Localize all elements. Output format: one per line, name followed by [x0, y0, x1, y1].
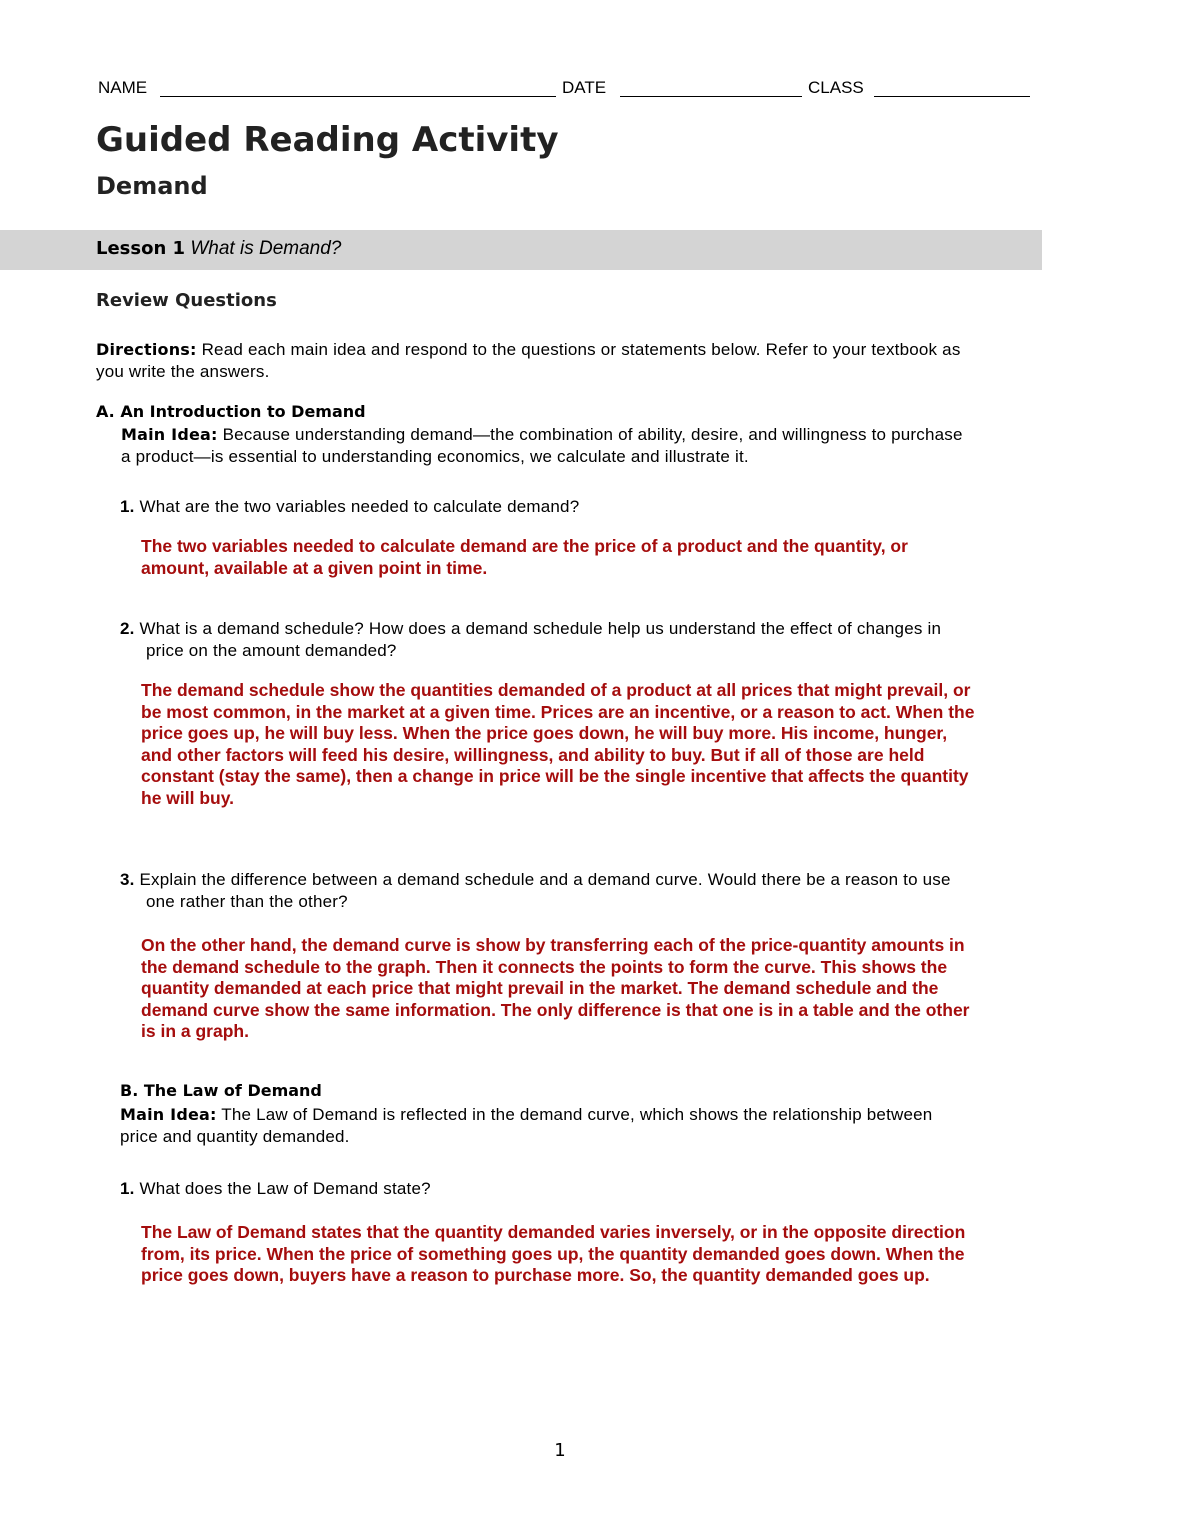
main-idea-line-2: a product—is essential to understanding economics, we calculate and illustrate it.	[121, 447, 749, 466]
name-label: NAME	[98, 78, 148, 97]
answer-line: constant (stay the same), then a change in price will be the single incentive that affects the quantity	[141, 766, 969, 786]
answer-line: and other factors will feed his desire, willingness, and ability to buy. But if all of those are held	[141, 744, 925, 765]
question-number: 1.	[120, 1179, 135, 1198]
question-b1	[120, 1178, 431, 1200]
lesson-name: What is Demand?	[190, 238, 342, 259]
answer-line: amount, available at a given point in time.	[141, 557, 488, 578]
question-text: price on the amount demanded?	[146, 641, 397, 660]
class-label: CLASS	[808, 78, 864, 97]
section-b-heading: B. The Law of Demand	[120, 1081, 322, 1100]
directions-label: Directions:	[96, 340, 197, 359]
question-a2	[120, 618, 1040, 662]
name-field[interactable]	[160, 96, 556, 97]
answer-line: demand curve show the same information. The only difference is that one is in a table and the other	[141, 999, 970, 1020]
lesson-heading	[96, 238, 341, 260]
page-number: 1	[554, 1440, 566, 1461]
answer-line: The two variables needed to calculate demand are the price of a product and the quantity, or	[141, 536, 908, 556]
student-info-line	[98, 78, 1030, 100]
section-a-main-idea	[121, 424, 1041, 468]
page-subtitle: Demand	[96, 172, 208, 200]
main-idea-line-1: The Law of Demand is reflected in the demand curve, which shows the relationship between	[221, 1105, 933, 1124]
question-a1	[120, 496, 579, 518]
answer-line: price goes down, buyers have a reason to purchase more. So, the quantity demanded goes up.	[141, 1265, 930, 1285]
question-a3	[120, 869, 1040, 913]
directions-line-1: Read each main idea and respond to the questions or statements below. Refer to your textbook as	[201, 340, 961, 359]
page-title: Guided Reading Activity	[96, 120, 559, 160]
date-label: DATE	[562, 78, 607, 97]
answer-b1	[141, 1222, 1061, 1287]
answer-line: price goes up, he will buy less. When the price goes down, he will buy more. His income, hunger,	[141, 723, 948, 743]
answer-line: The demand schedule show the quantities demanded of a product at all prices that might prevail, or	[141, 680, 971, 700]
answer-line: the demand schedule to the graph. Then it connects the points to form the curve. This shows the	[141, 956, 948, 977]
answer-line: is in a graph.	[141, 1021, 249, 1041]
answer-a2	[141, 680, 1061, 809]
main-idea-label: Main Idea:	[120, 1105, 217, 1124]
main-idea-line-1: Because understanding demand—the combination of ability, desire, and willingness to purchase	[222, 425, 963, 444]
section-a-heading: A. An Introduction to Demand	[96, 402, 366, 421]
answer-a3	[141, 935, 1061, 1043]
question-text: one rather than the other?	[146, 892, 348, 911]
main-idea-label: Main Idea:	[121, 425, 218, 444]
lesson-label: Lesson 1	[96, 238, 186, 259]
review-questions-heading: Review Questions	[96, 290, 277, 311]
question-number: 1.	[120, 497, 135, 516]
main-idea-line-2: price and quantity demanded.	[120, 1127, 350, 1146]
question-number: 2.	[120, 619, 135, 638]
answer-line: he will buy.	[141, 787, 235, 808]
answer-a1	[141, 536, 1061, 579]
question-text: What is a demand schedule? How does a demand schedule help us understand the effect of changes in	[139, 619, 942, 638]
date-field[interactable]	[620, 96, 802, 97]
question-text: What are the two variables needed to calculate demand?	[139, 497, 580, 516]
section-b-main-idea	[120, 1104, 1040, 1148]
answer-line: be most common, in the market at a given time. Prices are an incentive, or a reason to act. When the	[141, 701, 975, 722]
answer-line: The Law of Demand states that the quantity demanded varies inversely, or in the opposite direction	[141, 1222, 966, 1242]
question-text: What does the Law of Demand state?	[139, 1179, 431, 1198]
answer-line: On the other hand, the demand curve is show by transferring each of the price-quantity amounts in	[141, 935, 965, 955]
question-number: 3.	[120, 870, 135, 889]
directions-line-2: you write the answers.	[96, 362, 270, 381]
question-text: Explain the difference between a demand schedule and a demand curve. Would there be a reason to use	[139, 870, 951, 889]
answer-line: quantity demanded at each price that might prevail in the market. The demand schedule and the	[141, 978, 939, 998]
directions	[96, 339, 1056, 383]
answer-line: from, its price. When the price of something goes up, the quantity demanded goes down. When the	[141, 1243, 965, 1264]
class-field[interactable]	[874, 96, 1030, 97]
